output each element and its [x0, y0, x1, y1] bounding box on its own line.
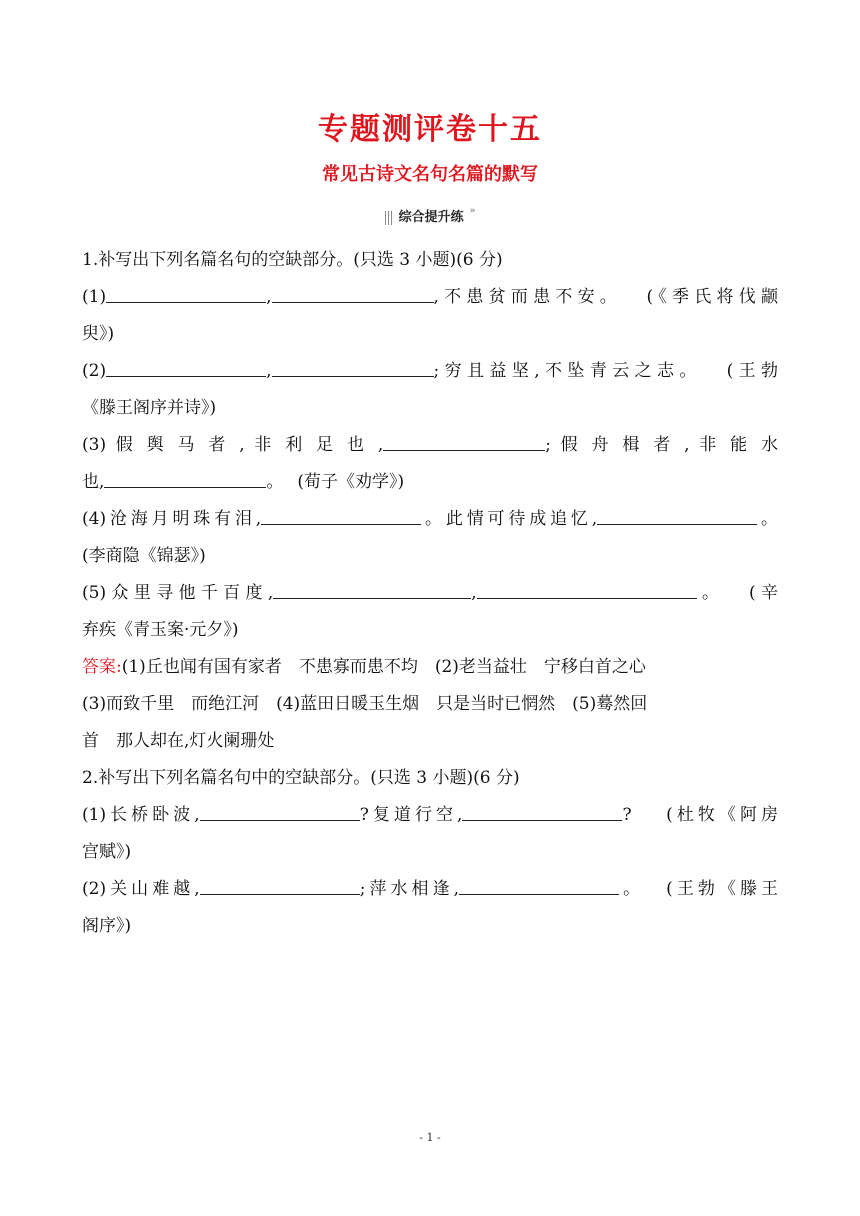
- answer-blank[interactable]: [273, 582, 471, 599]
- section-banner: [0, 206, 860, 225]
- q2-item-2-cont: 阁序》): [82, 916, 132, 936]
- source-text: (王勃《滕王: [666, 879, 778, 899]
- answer-blank[interactable]: [459, 878, 619, 895]
- item-number: (2): [82, 361, 107, 381]
- quote-text: (3) 假 舆 马 者 , 非 利 足 也 ,: [82, 435, 384, 455]
- answer-blank[interactable]: [106, 360, 266, 377]
- q1-item-5-cont: 弃疾《青玉案·元夕》): [82, 620, 239, 640]
- q2-item-1-cont: 宫赋》): [82, 842, 132, 862]
- source-text: (辛: [749, 583, 778, 603]
- item-number: (1): [82, 287, 107, 307]
- q1-answer-line-1: [82, 649, 778, 686]
- quote-text: 。此情可待成追忆,: [421, 509, 598, 529]
- q1-item-5: [82, 575, 778, 612]
- answer-blank[interactable]: [477, 582, 697, 599]
- quote-text: ; 假 舟 楫 者 , 非 能 水: [545, 435, 778, 455]
- answer-blank[interactable]: [106, 286, 266, 303]
- answer-blank[interactable]: [383, 434, 545, 451]
- document-subtitle: 常见古诗文名句名篇的默写: [322, 164, 538, 185]
- source-text: (杜牧《阿房: [666, 805, 778, 825]
- q2-item-2: [82, 871, 778, 908]
- section-arrow-icon: »: [469, 206, 476, 216]
- quote-text: ,不患贫而患不安。: [433, 287, 614, 307]
- q1-item-4: [82, 501, 778, 538]
- answer-blank[interactable]: [200, 878, 360, 895]
- q2-stem: 2.补写出下列名篇名句中的空缺部分。(只选 3 小题)(6 分): [82, 768, 520, 788]
- quote-text: 。: [619, 879, 636, 899]
- separator: ,: [266, 361, 272, 381]
- quote-text: ;穷且益坚,不坠青云之志。: [433, 361, 694, 381]
- quote-text: ?: [622, 805, 632, 825]
- quote-text: 。: [696, 583, 716, 603]
- q1-item-2: [82, 353, 778, 390]
- answer-blank[interactable]: [272, 286, 434, 303]
- answer-blank[interactable]: [462, 804, 622, 821]
- answer-text: (1)丘也闻有国有家者 不患寡而患不均 (2)老当益壮 宁移白首之心: [121, 657, 646, 677]
- quote-text: ?复道行空,: [359, 805, 463, 825]
- quote-text: (5)众里寻他千百度,: [82, 583, 274, 603]
- separator: ,: [266, 287, 272, 307]
- source-text: (荀子《劝学》): [297, 472, 405, 492]
- quote-text: 也,: [82, 472, 105, 492]
- q1-item-4-cont: (李商隐《锦瑟》): [82, 546, 206, 566]
- q1-item-3-cont: [82, 464, 778, 501]
- quote-text: 。: [757, 509, 778, 529]
- section-deco-icon: [385, 211, 393, 225]
- answer-blank[interactable]: [597, 508, 757, 525]
- page-number: - 1 -: [419, 1131, 441, 1144]
- answer-blank[interactable]: [261, 508, 421, 525]
- q2-item-1: [82, 797, 778, 834]
- source-text: (《季氏将伐颛: [646, 287, 778, 307]
- q1-answer-line-2: (3)而致千里 而绝江河 (4)蓝田日暖玉生烟 只是当时已惘然 (5)蓦然回: [82, 694, 648, 714]
- quote-text: (2)关山难越,: [82, 879, 200, 899]
- quote-text: (4)沧海月明珠有泪,: [82, 509, 262, 529]
- quote-text: ;萍水相逢,: [359, 879, 460, 899]
- q1-answer-line-3: 首 那人却在,灯火阑珊处: [82, 731, 275, 751]
- question-body: [82, 242, 778, 945]
- source-text: (王勃: [726, 361, 778, 381]
- q1-item-3: [82, 427, 778, 464]
- q1-stem: 1.补写出下列名篇名句的空缺部分。(只选 3 小题)(6 分): [82, 250, 503, 270]
- q1-item-2-cont: 《滕王阁序并诗》): [82, 398, 217, 418]
- quote-text: 。: [266, 472, 275, 492]
- separator: ,: [471, 583, 477, 603]
- answer-blank[interactable]: [104, 471, 266, 488]
- answer-label: 答案:: [82, 657, 122, 677]
- answer-blank[interactable]: [272, 360, 434, 377]
- document-title: 专题测评卷十五: [318, 112, 542, 147]
- q1-item-1-cont: 臾》): [82, 324, 115, 344]
- q1-item-1: [82, 279, 778, 316]
- quote-text: (1)长桥卧波,: [82, 805, 200, 825]
- section-label: 综合提升练: [398, 210, 464, 225]
- answer-blank[interactable]: [200, 804, 360, 821]
